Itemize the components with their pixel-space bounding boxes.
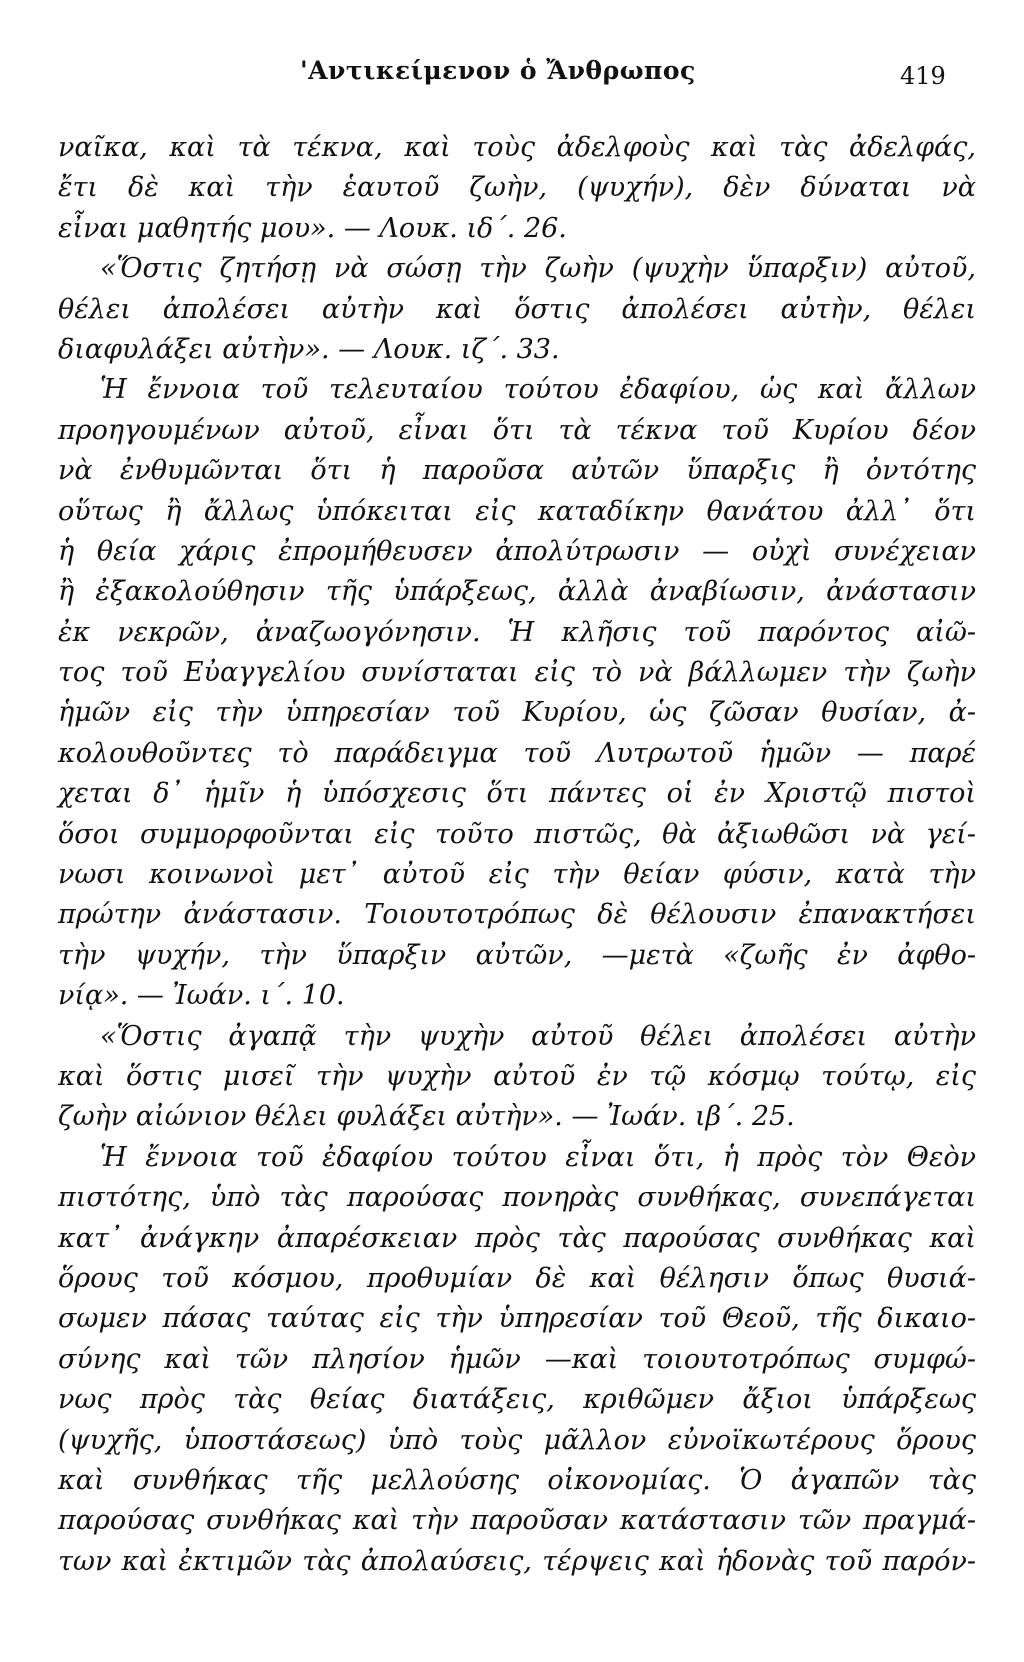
text-line-content: διαφυλάξει αὐτὴν». — Λουκ. ιζ΄. 33. (58, 333, 560, 365)
text-line-content: κατ᾽ ἀνάγκην ἀπαρέσκειαν πρὸς τὰς παρούσας συνθήκας καὶ (58, 1222, 976, 1254)
text-line-content: σωμεν πάσας ταύτας εἰς τὴν ὑπηρεσίαν τοῦ Θεοῦ, τῆς δικαιο- (58, 1303, 976, 1335)
text-line-content: παρούσας συνθήκας καὶ τὴν παροῦσαν κατάστασιν τῶν πραγμά- (58, 1505, 976, 1537)
text-line (58, 653, 976, 693)
text-line (58, 976, 976, 1016)
text-line (58, 855, 976, 895)
text-line-content: ἔτι δὲ καὶ τὴν ἑαυτοῦ ζωὴν, (ψυχήν), δὲν δύναται νὰ (58, 172, 976, 204)
text-line-content: πρώτην ἀνάστασιν. Τοιουτοτρόπως δὲ θέλουσιν ἐπανακτήσει (58, 899, 976, 931)
text-line (58, 532, 976, 572)
text-line-content: κολουθοῦντες τὸ παράδειγμα τοῦ Λυτρωτοῦ ἡμῶν — παρέ (58, 737, 976, 769)
text-line-content: νίᾳ». — Ἰωάν. ι΄. 10. (58, 980, 345, 1012)
text-line (58, 370, 976, 410)
text-line-content: «Ὅστις ζητήσῃ νὰ σώσῃ τὴν ζωὴν (ψυχὴν ὕπαρξιν) αὐτοῦ, (100, 253, 976, 285)
text-line (58, 1219, 976, 1259)
text-line (58, 1501, 976, 1541)
text-line-content: ἡ θεία χάρις ἐπρομήθευσεν ἀπολύτρωσιν — οὐχὶ συνέχειαν (58, 535, 976, 567)
text-line (58, 168, 976, 208)
text-line (58, 209, 976, 249)
text-line (58, 815, 976, 855)
text-line-content: νωσι κοινωνοὶ μετ᾽ αὐτοῦ εἰς τὴν θείαν φύσιν, κατὰ τὴν (58, 859, 976, 891)
text-line (58, 1017, 976, 1057)
text-line-content: ὅσοι συμμορφοῦνται εἰς τοῦτο πιστῶς, θὰ ἀξιωθῶσι νὰ γεί- (58, 818, 976, 850)
text-line-content: καὶ ὅστις μισεῖ τὴν ψυχὴν αὐτοῦ ἐν τῷ κόσμῳ τούτῳ, εἰς (58, 1060, 976, 1092)
text-line-content: χεται δ᾽ ἡμῖν ἡ ὑπόσχεσις ὅτι πάντες οἱ ἐν Χριστῷ πιστοὶ (58, 778, 976, 810)
text-line (58, 774, 976, 814)
text-line (58, 1097, 976, 1137)
text-line-content: σύνης καὶ τῶν πλησίον ἡμῶν —καὶ τοιουτοτρόπως συμφώ- (58, 1343, 976, 1375)
text-line-content: ναῖκα, καὶ τὰ τέκνα, καὶ τοὺς ἀδελφοὺς καὶ τὰς ἀδελφάς, (58, 132, 976, 163)
text-line-content: θέλει ἀπολέσει αὐτὴν καὶ ὅστις ἀπολέσει αὐτὴν, θέλει (58, 293, 976, 325)
text-line-content: των καὶ ἐκτιμῶν τὰς ἀπολαύσεις, τέρψεις καὶ ἡδονὰς τοῦ παρόν- (58, 1545, 976, 1577)
text-line-content: εἶναι μαθητής μου». — Λουκ. ιδ΄. 26. (58, 212, 567, 244)
text-line (58, 895, 976, 935)
text-line-content: Ἡ ἔννοια τοῦ ἐδαφίου τούτου εἶναι ὅτι, ἡ πρὸς τὸν Θεὸν (100, 1141, 976, 1173)
text-line (58, 1057, 976, 1097)
text-line (58, 693, 976, 733)
text-line (58, 411, 976, 451)
text-line-content: νὰ ἐνθυμῶνται ὅτι ἡ παροῦσα αὐτῶν ὕπαρξις ἢ ὀντότης (58, 455, 976, 487)
text-line (58, 1340, 976, 1380)
text-line (58, 492, 976, 532)
text-line-content: ἡμῶν εἰς τὴν ὑπηρεσίαν τοῦ Κυρίου, ὡς ζῶσαν θυσίαν, ἀ- (58, 697, 976, 729)
text-line (58, 128, 976, 168)
text-line (58, 451, 976, 491)
text-line (58, 1542, 976, 1582)
body-text (58, 128, 976, 1582)
text-line (58, 249, 976, 289)
text-line-content: ζωὴν αἰώνιον θέλει φυλάξει αὐτὴν». — Ἰωάν. ιβ΄. 25. (58, 1101, 795, 1133)
text-line-content: καὶ συνθήκας τῆς μελλούσης οἰκονομίας. Ὁ ἀγαπῶν τὰς (58, 1464, 976, 1496)
running-title: 'Αντικείμενον ὁ Ἄνθρωπος (300, 56, 696, 85)
text-line-content: τος τοῦ Εὐαγγελίου συνίσταται εἰς τὸ νὰ βάλλωμεν τὴν ζωὴν (58, 657, 976, 689)
text-line (58, 1259, 976, 1299)
text-line (58, 1138, 976, 1178)
text-line (58, 572, 976, 612)
page-header (0, 56, 1024, 104)
text-line-content: νως πρὸς τὰς θείας διατάξεις, κριθῶμεν ἄξιοι ὑπάρξεως (58, 1384, 976, 1416)
text-line (58, 1299, 976, 1339)
text-line (58, 1380, 976, 1420)
page-number: 419 (900, 62, 946, 90)
text-line (58, 734, 976, 774)
text-line-content: Ἡ ἔννοια τοῦ τελευταίου τούτου ἐδαφίου, ὡς καὶ ἄλλων (100, 374, 976, 406)
text-line (58, 936, 976, 976)
text-line-content: ἐκ νεκρῶν, ἀναζωογόνησιν. Ἡ κλῆσις τοῦ παρόντος αἰῶ- (58, 616, 976, 648)
text-line-content: τὴν ψυχήν, τὴν ὕπαρξιν αὐτῶν, —μετὰ «ζωῆς ἐν ἀφθο- (58, 939, 976, 971)
text-line (58, 330, 976, 370)
text-line (58, 613, 976, 653)
text-line-content: (ψυχῆς, ὑποστάσεως) ὑπὸ τοὺς μᾶλλον εὐνοϊκωτέρους ὅρους (58, 1424, 976, 1456)
text-line-content: «Ὅστις ἀγαπᾷ τὴν ψυχὴν αὐτοῦ θέλει ἀπολέσει αὐτὴν (100, 1020, 976, 1052)
text-line-content: οὕτως ἢ ἄλλως ὑπόκειται εἰς καταδίκην θανάτου ἀλλ᾽ ὅτι (58, 495, 976, 527)
text-line-content: πιστότης, ὑπὸ τὰς παρούσας πονηρὰς συνθήκας, συνεπάγεται (58, 1182, 976, 1214)
text-line-content: προηγουμένων αὐτοῦ, εἶναι ὅτι τὰ τέκνα τοῦ Κυρίου δέον (58, 414, 976, 446)
text-line (58, 1178, 976, 1218)
text-line (58, 1421, 976, 1461)
text-line-content: ἢ ἐξακολούθησιν τῆς ὑπάρξεως, ἀλλὰ ἀναβίωσιν, ἀνάστασιν (58, 576, 976, 608)
text-line (58, 290, 976, 330)
text-line-content: ὅρους τοῦ κόσμου, προθυμίαν δὲ καὶ θέλησιν ὅπως θυσιά- (58, 1262, 976, 1294)
text-line (58, 1461, 976, 1501)
